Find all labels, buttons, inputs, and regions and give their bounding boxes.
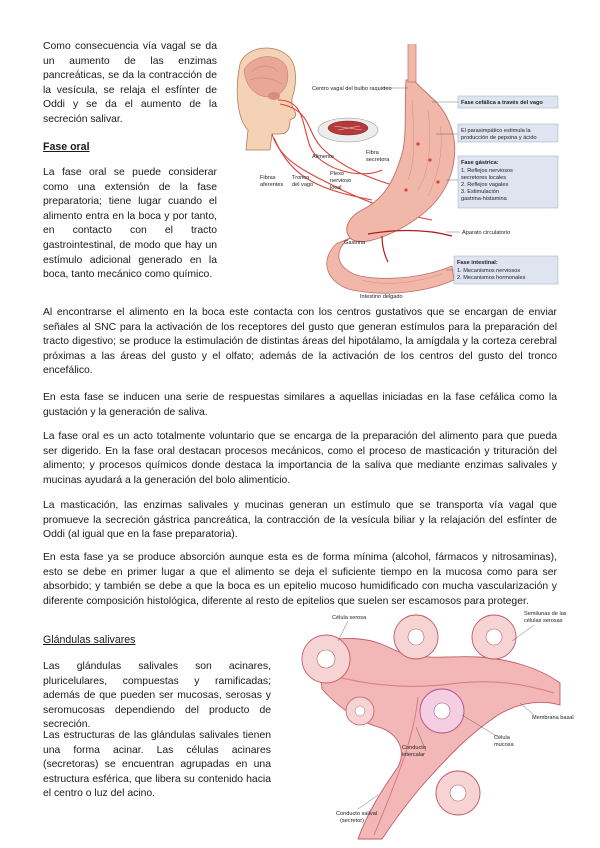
- acinus-mid: [346, 697, 374, 725]
- label-celula-mucosa-1: Célula: [494, 735, 510, 741]
- svg-text:El parasimpático estimula la: El parasimpático estimula la: [461, 128, 531, 134]
- acinus-mucous: [420, 689, 464, 733]
- svg-text:producción de pepsina y ácido: producción de pepsina y ácido: [461, 135, 537, 141]
- label-aparato-circulatorio: Aparato circulatorio: [462, 230, 511, 236]
- glandulas-heading: Glándulas salivares: [43, 634, 136, 646]
- fase-oral-paragraph-1: La fase oral se puede considerar como una extensión de la fase preparatoria; tiene lugar cuando el alimento entra en la boca y por tanto, en contacto con el tracto gastrointestinal, de modo que hay un estímulo adicional generado en la boca, tanto mecánico como químico.: [43, 167, 217, 281]
- box-fase-gastrica: [458, 156, 558, 208]
- label-alimento: Alimento: [312, 154, 334, 160]
- fase-oral-paragraph-5: La masticación, las enzimas salivales y mucinas generan un estímulo que se transporta vía vagal que promueve la secreción gástrica pancreática, la contracción de la vesícula biliar y la relajación del esfínter de Oddi (al igual que en la fase preparatoria).: [43, 500, 557, 541]
- label-intestino-delgado: Intestino delgado: [360, 294, 403, 300]
- label-fibra-secretora-1: Fibra: [366, 150, 379, 156]
- fase-oral-heading: Fase oral: [43, 141, 90, 153]
- box-fase-cefalica: [458, 96, 558, 108]
- esophagus-illustration: [408, 44, 416, 82]
- svg-text:3. Estimulación: 3. Estimulación: [461, 189, 499, 195]
- box-parasimpatico: [458, 124, 558, 142]
- svg-text:1. Mecanismos nerviosos: 1. Mecanismos nerviosos: [457, 268, 521, 274]
- label-tronco-vago-2: del vago: [292, 182, 314, 188]
- acinus-top-right: [472, 615, 516, 659]
- label-celula-serosa: Célula serosa: [332, 615, 367, 621]
- label-plexo-2: nervioso: [330, 178, 352, 184]
- box-fase-intestinal: [454, 256, 558, 284]
- gastric-phases-figure: [232, 40, 562, 302]
- svg-text:1. Reflejos nerviosos: 1. Reflejos nerviosos: [461, 168, 513, 174]
- acinus-bottom: [436, 771, 480, 815]
- label-centro-vagal: Centro vagal del bulbo raquídeo: [312, 86, 392, 92]
- label-conducto-salival-1: Conducto salival: [336, 811, 378, 817]
- glandulas-paragraph-2: Las estructuras de las glándulas salivales tienen una forma acinar. Las células acinares (secretoras) se encuentran agrupadas en una estructura esférica, que libera su contenido hacia el centro o luz del acino.: [43, 730, 271, 800]
- fase-oral-paragraph-6: En esta fase ya se produce absorción aunque esta es de forma mínima (alcohol, fármacos y nitrosaminas), esto se debe en primer lugar a que el alimento se deja el suficiente tiempo en la mucosa como para ser absorbido; y también se debe a que la boca es un epitelio mucoso humidificado con mucha vascularización y diferente composición histológica, diferente al resto de epitelios que suelen ser escamosos para proteger.: [43, 552, 557, 607]
- acinus-left: [302, 635, 350, 683]
- svg-text:Fase cefálica a través del vag: Fase cefálica a través del vago: [461, 100, 543, 106]
- food-plate-illustration: [318, 118, 378, 142]
- head-illustration: [237, 48, 296, 150]
- label-semilunas-2: células serosas: [524, 618, 563, 624]
- fase-oral-paragraph-2: Al encontrarse el alimento en la boca este contacta con los centros gustativos que se encargan de enviar señales al SNC para la activación de los receptores del gusto que generan estímulos para la preparación del tracto digestivo; se produce la estimulación de distintas áreas del hipotálamo, la amígdala y la corteza cerebral próximas a las áreas del gusto y el olfato; además de la activación de los centros del gusto del tronco encefálico.: [43, 307, 557, 377]
- label-conducto-intercalar-1: Conducto: [402, 745, 426, 751]
- glandulas-paragraph-1: Las glándulas salivales son acinares, pluricelulares, compuestas y ramificadas; además de que pueden ser mucosas, serosas y seromucosas dependiendo del producto de secreción.: [43, 661, 271, 731]
- svg-text:secretores locales: secretores locales: [461, 175, 507, 181]
- label-conducto-intercalar-2: intercalar: [402, 752, 426, 758]
- label-conducto-salival-2: (secretor): [340, 818, 364, 824]
- gland-duct-body: [318, 638, 560, 839]
- svg-text:gastrina-histamina: gastrina-histamina: [461, 196, 507, 202]
- intestine-illustration: [327, 238, 454, 293]
- svg-text:2. Reflejos vagales: 2. Reflejos vagales: [461, 182, 509, 188]
- label-plexo-1: Plexo: [330, 171, 344, 177]
- stomach-illustration: [347, 80, 455, 242]
- svg-text:2. Mecanismos hormonales: 2. Mecanismos hormonales: [457, 275, 526, 281]
- label-fibra-secretora-2: secretora: [366, 157, 390, 163]
- fase-oral-paragraph-3: En esta fase se inducen una serie de respuestas similares a aquellas iniciadas en la fase cefálica como la gustación y la generación de saliva.: [43, 392, 557, 418]
- label-membrana-basal: Membrana basal: [532, 715, 574, 721]
- svg-text:Fase intestinal:: Fase intestinal:: [457, 260, 498, 266]
- fase-oral-paragraph-4: La fase oral es un acto totalmente voluntario que se encarga de la preparación del alimento para que pueda ser digerido. En la fase oral destacan procesos mecánicos, como el proceso de masticación y trituración del alimento; y procesos químicos donde destaca la importancia de la saliva que mediante enzimas salivales y mucinas ayudará a la generación del bolo alimenticio.: [43, 431, 557, 486]
- label-semilunas-1: Semilunas de las: [524, 611, 567, 617]
- salivary-gland-figure: [298, 607, 582, 845]
- label-celula-mucosa-2: mucosa: [494, 742, 514, 748]
- intro-paragraph: Como consecuencia vía vagal se da un aumento de las enzimas pancreáticas, se da la contracción de la vesícula, se relaja el esfínter de Oddi y se da el aumento de la secreción salivar.: [43, 41, 217, 125]
- acinus-top: [394, 615, 438, 659]
- label-gastrina: Gastrina: [344, 240, 366, 246]
- label-tronco-vago-1: Tronco: [292, 175, 310, 181]
- label-fibras-aferentes-2: aferentes: [260, 182, 284, 188]
- label-fibras-aferentes-1: Fibras: [260, 175, 276, 181]
- svg-text:Fase gástrica:: Fase gástrica:: [461, 160, 499, 166]
- label-plexo-3: local: [330, 185, 342, 191]
